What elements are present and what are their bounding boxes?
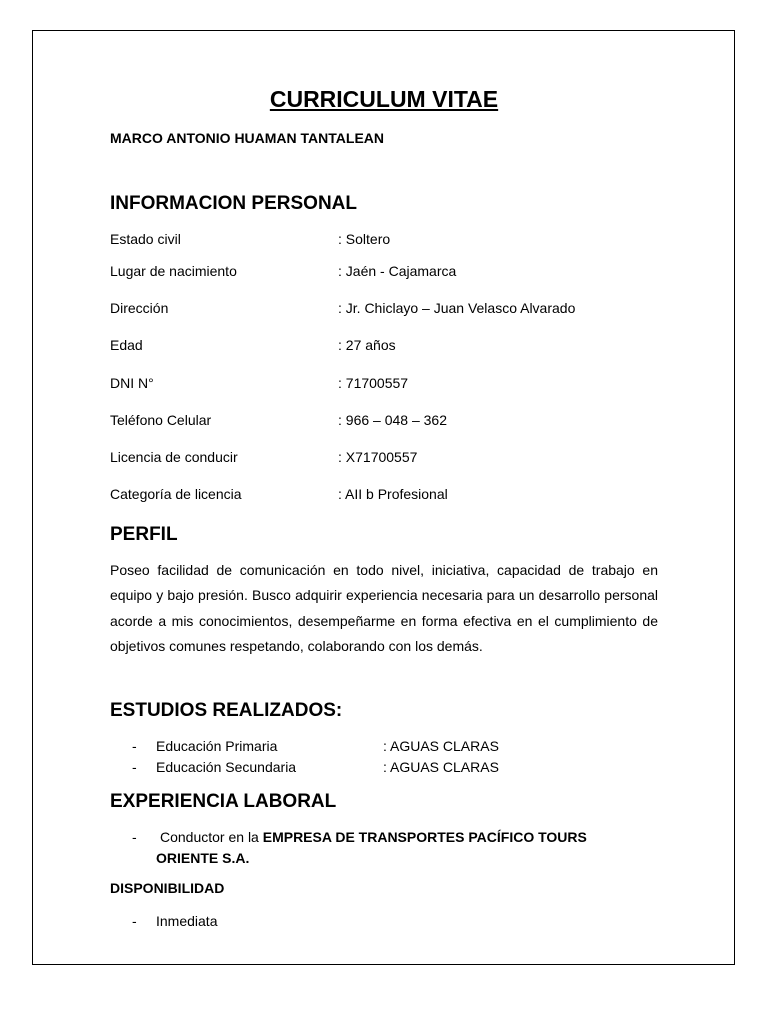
label-dni: DNI N° — [110, 375, 154, 391]
value-licencia: : X71700557 — [338, 449, 418, 465]
candidate-name: MARCO ANTONIO HUAMAN TANTALEAN — [110, 130, 385, 146]
estudio-primaria-value: : AGUAS CLARAS — [383, 738, 499, 754]
value-estado-civil: : Soltero — [338, 231, 391, 247]
value-edad: : 27 años — [338, 337, 396, 353]
perfil-paragraph: Poseo facilidad de comunicación en todo nivel, iniciativa, capacidad de trabajo en equipo y bajo presión. Busco adquirir experiencia necesaria para un desarrollo personal acorde a mis conocimientos, desempeñarme en forma efectiva en el cumplimiento de objetivos comunes respetando, colaborando con los demás. — [110, 562, 658, 655]
list-bullet: - — [132, 738, 137, 754]
value-direccion: : Jr. Chiclayo – Juan Velasco Alvarado — [338, 300, 576, 316]
value-categoria-licencia: : AII b Profesional — [338, 486, 448, 502]
label-categoria-licencia: Categoría de licencia — [110, 486, 242, 502]
section-heading-personal: INFORMACION PERSONAL — [110, 193, 357, 214]
experiencia-prefix: Conductor en la — [160, 829, 263, 845]
disponibilidad-value: Inmediata — [156, 913, 218, 929]
experiencia-company-continued: ORIENTE S.A. — [156, 850, 250, 866]
list-bullet: - — [132, 829, 137, 845]
label-lugar-nacimiento: Lugar de nacimiento — [110, 263, 237, 279]
section-heading-experiencia: EXPERIENCIA LABORAL — [110, 791, 337, 812]
label-estado-civil: Estado civil — [110, 231, 181, 247]
experiencia-company: EMPRESA DE TRANSPORTES PACÍFICO TOURS — [262, 829, 587, 845]
label-telefono: Teléfono Celular — [110, 412, 212, 428]
value-lugar-nacimiento: : Jaén - Cajamarca — [338, 263, 457, 279]
section-heading-disponibilidad: DISPONIBILIDAD — [110, 880, 225, 896]
list-bullet: - — [132, 759, 137, 775]
estudio-secundaria-label: Educación Secundaria — [156, 759, 297, 775]
document-title: CURRICULUM VITAE — [269, 86, 499, 112]
estudio-primaria-label: Educación Primaria — [156, 738, 278, 754]
label-edad: Edad — [110, 337, 143, 353]
label-licencia: Licencia de conducir — [110, 449, 238, 465]
section-heading-perfil: PERFIL — [110, 524, 178, 545]
value-telefono: : 966 – 048 – 362 — [338, 412, 447, 428]
estudio-secundaria-value: : AGUAS CLARAS — [383, 759, 499, 775]
section-heading-estudios: ESTUDIOS REALIZADOS: — [110, 700, 343, 721]
label-direccion: Dirección — [110, 300, 169, 316]
value-dni: : 71700557 — [338, 375, 409, 391]
list-bullet: - — [132, 913, 137, 929]
experiencia-line-1 — [160, 829, 587, 845]
